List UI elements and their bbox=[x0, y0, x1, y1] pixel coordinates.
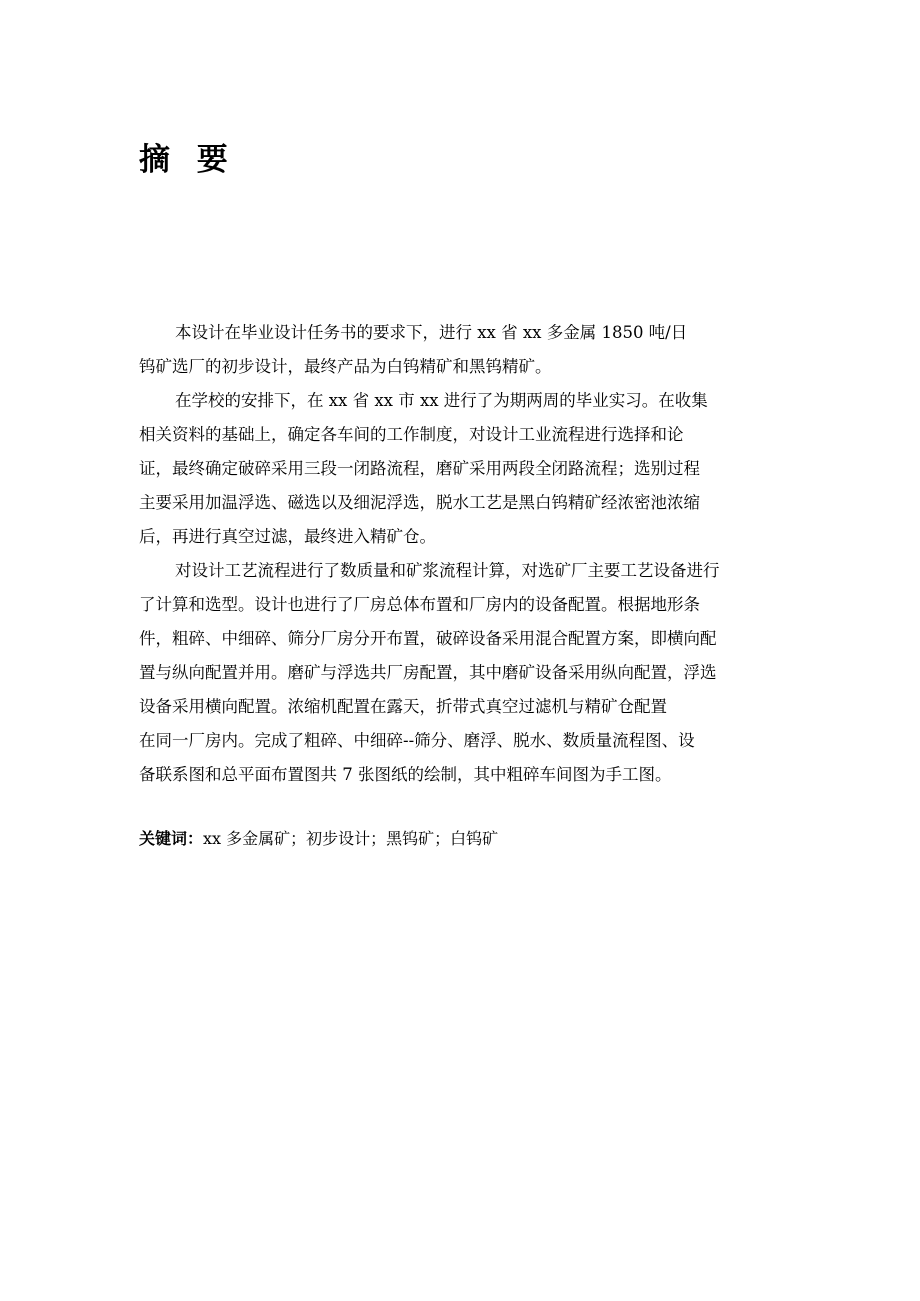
paragraph-line: 相关资料的基础上，确定各车间的工作制度，对设计工业流程进行选择和论 bbox=[139, 425, 684, 444]
paragraph-line: 了计算和选型。设计也进行了厂房总体布置和厂房内的设备配置。根据地形条 bbox=[139, 595, 700, 614]
paragraph-line: 在同一厂房内。完成了粗碎、中细碎--筛分、磨浮、脱水、数质量流程图、设 bbox=[139, 731, 695, 750]
paragraph-line: 在学校的安排下，在 xx 省 xx 市 xx 进行了为期两周的毕业实习。在收集 bbox=[175, 391, 708, 410]
paragraph-line: 对设计工艺流程进行了数质量和矿浆流程计算，对选矿厂主要工艺设备进行 bbox=[175, 561, 720, 580]
abstract-paragraph-2 bbox=[139, 384, 799, 554]
keywords-label: 关键词： bbox=[139, 829, 204, 848]
paragraph-line: 备联系图和总平面布置图共 7 张图纸的绘制，其中粗碎车间图为手工图。 bbox=[139, 765, 672, 784]
keywords-text: xx 多金属矿；初步设计；黑钨矿；白钨矿 bbox=[203, 829, 499, 848]
paragraph-line: 件，粗碎、中细碎、筛分厂房分开布置，破碎设备采用混合配置方案，即横向配 bbox=[139, 629, 717, 648]
paragraph-line: 后，再进行真空过滤，最终进入精矿仓。 bbox=[139, 527, 436, 546]
abstract-paragraph-3 bbox=[139, 554, 799, 792]
paragraph-line: 证，最终确定破碎采用三段一闭路流程，磨矿采用两段全闭路流程；选别过程 bbox=[139, 459, 700, 478]
paragraph-line: 设备采用横向配置。浓缩机配置在露天，折带式真空过滤机与精矿仓配置 bbox=[139, 697, 667, 716]
page-title: 摘 要 bbox=[139, 142, 236, 178]
abstract-paragraph-1 bbox=[139, 316, 799, 384]
paragraph-line: 本设计在毕业设计任务书的要求下，进行 xx 省 xx 多金属 1850 吨/日 bbox=[175, 323, 688, 342]
paragraph-line: 主要采用加温浮选、磁选以及细泥浮选，脱水工艺是黑白钨精矿经浓密池浓缩 bbox=[139, 493, 700, 512]
paragraph-line: 置与纵向配置并用。磨矿与浮选共厂房配置，其中磨矿设备采用纵向配置，浮选 bbox=[139, 663, 717, 682]
paragraph-line: 钨矿选厂的初步设计，最终产品为白钨精矿和黑钨精矿。 bbox=[139, 357, 552, 376]
keywords-line bbox=[139, 822, 498, 856]
abstract-body bbox=[139, 316, 799, 792]
